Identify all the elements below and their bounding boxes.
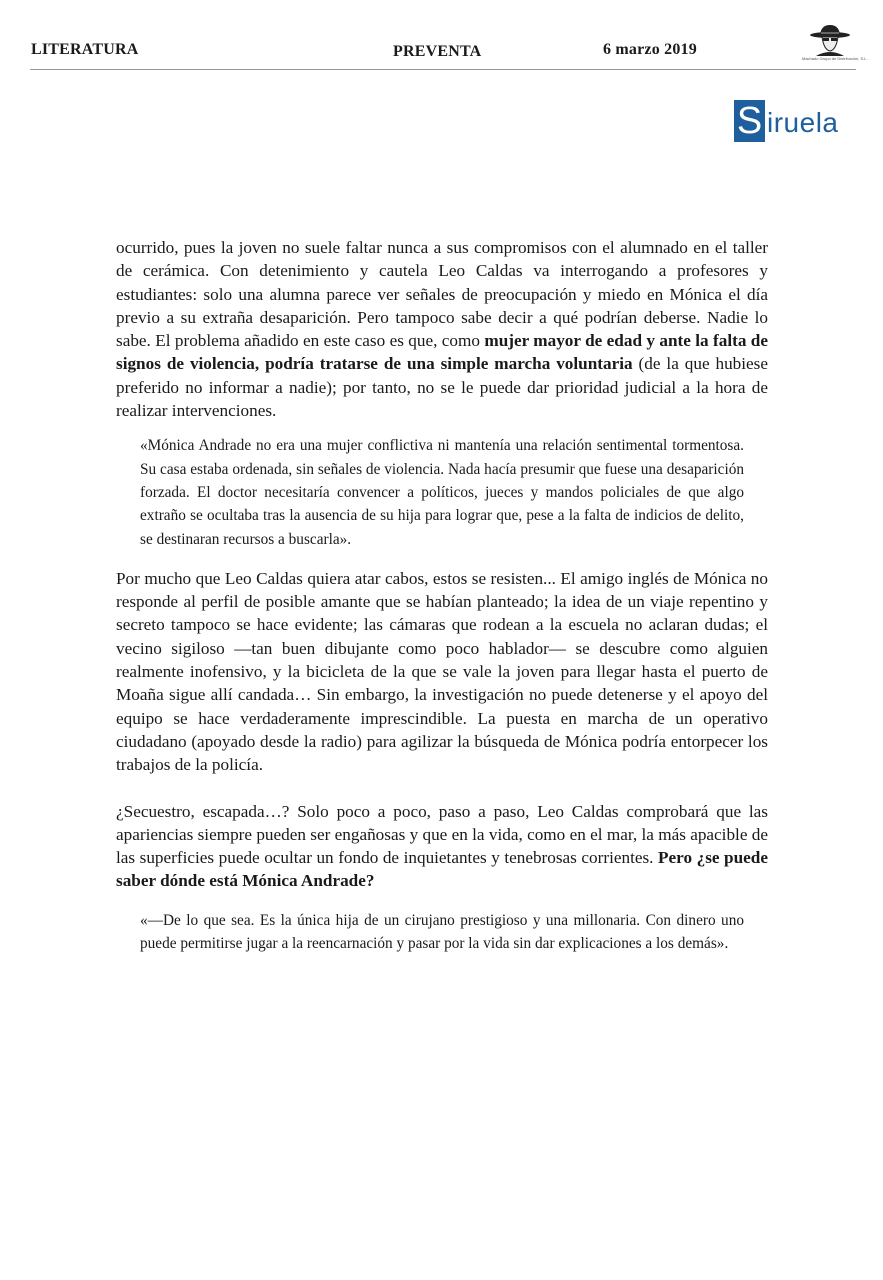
quote-2: «—De lo que sea. Es la única hija de un cirujano prestigioso y una millonaria. Con dinero uno puede permitirse jugar a la reencarnación y pasar por la vida sin dar explicaciones a los demás». [140,911,744,953]
publisher-logo [734,100,854,144]
header-divider [30,69,856,70]
paragraph-1-highlight: mujer mayor de edad y ante la falta de signos de violencia, podría tratarse de una simple marcha voluntaria [116,331,768,374]
main-content [116,236,768,955]
date-label: 6 marzo 2019 [603,41,697,58]
publisher-logo-initial: S [734,100,765,142]
publisher-logo-text: iruela [767,107,839,138]
quote-1: «Mónica Andrade no era una mujer conflictiva ni mantenía una relación sentimental tormentosa. Su casa estaba ordenada, sin señales de violencia. Nada hacía presumir que fuese una desaparición forzada. El doctor necesitaría convencer a políticos, jueces y mandos policiales de que algo extraño se ocultaba tras la ausencia de su hija para lograr que, pese a la falta de indicios de delito, se destinaran recursos a buscarla». [140,437,744,548]
status-label: PREVENTA [393,43,482,60]
paragraph-3-highlight: Pero ¿se puede saber dónde está Mónica Andrade? [116,848,768,891]
distributor-logo [802,22,868,64]
page-header [0,0,883,72]
paragraph-1-text-end: (de la que hubiese preferido no informar a nadie); por tanto, no se le puede dar prioridad judicial a la hora de realizar intervenciones. [116,354,769,421]
paragraph-1-text: ocurrido, pues la joven no suele faltar nunca a sus compromisos con el alumnado en el taller de cerámica. Con detenimiento y cautela Leo Caldas va interrogando a profesores y estudiantes: solo una alumna parece ver señales de preocupación y miedo en Mónica el día previo a su extraña desaparición. Pero tampoco sabe decir a qué podrían deberse. Nadie lo sabe. El problema añadido en este caso es que, como [116,238,768,351]
distributor-caption: Machado Grupo de Distribución, S.L. [802,56,868,61]
paragraph-3 [116,800,768,893]
paragraph-2: Por mucho que Leo Caldas quiera atar cabos, estos se resisten... El amigo inglés de Mónica no responde al perfil de posible amante que se habían planteado; la idea de un viaje repentino y secreto tampoco se hace evidente; las cámaras que rodean a la escuela no aclaran dudas; el vecino sigiloso —tan buen dibujante como poco hablador— se descubre como alguien realmente inofensivo, y la bicicleta de la que se vale la joven para llegar hasta el puerto de Moaña sigue allí candada… Sin embargo, la investigación no puede detenerse y el apoyo del equipo se hace verdaderamente imprescindible. La puesta en marcha de un operativo ciudadano (apoyado desde la radio) para agilizar la búsqueda de Mónica podría entorpecer los trabajos de la policía. [116,568,768,775]
section-label: LITERATURA [31,41,139,58]
hat-man-icon [802,22,858,56]
paragraph-3-text: ¿Secuestro, escapada…? Solo poco a poco, paso a paso, Leo Caldas comprobará que las apariencias siempre pueden ser engañosas y que en la vida, como en el mar, la más apacible de las superficies puede ocultar un fondo de inquietantes y tenebrosas corrientes. [116,801,768,868]
paragraph-1 [116,236,768,422]
